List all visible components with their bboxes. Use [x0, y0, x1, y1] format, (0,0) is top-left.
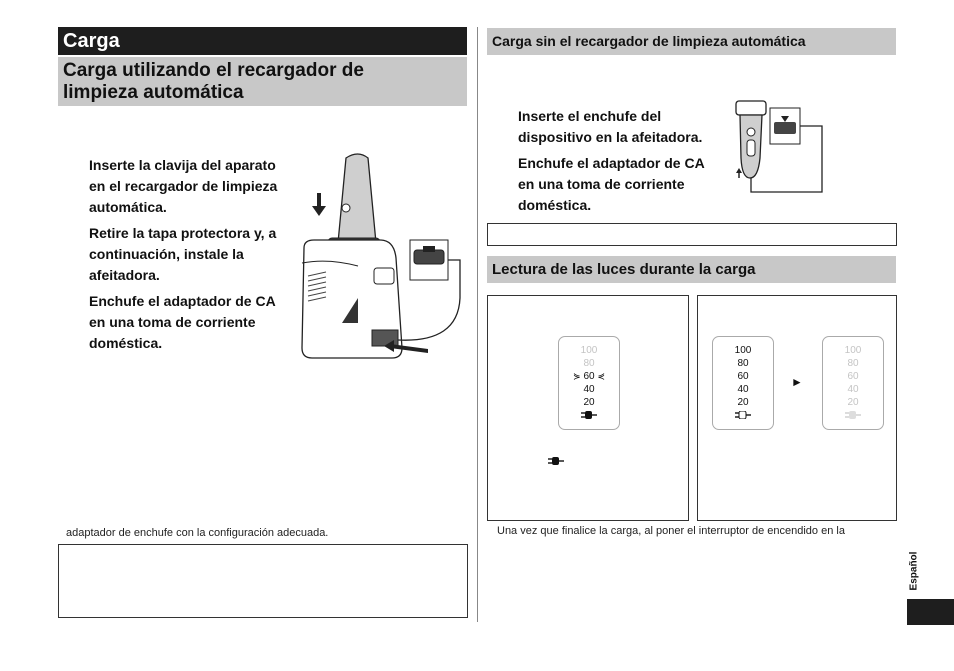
charging-lights-box-2	[697, 295, 897, 521]
section-title-carga	[58, 27, 467, 55]
lamp-20: 20	[847, 397, 859, 408]
lamp-60-blinking	[559, 370, 619, 383]
lamp-40: 40	[583, 384, 595, 395]
step-line: continuación, instale la	[89, 246, 244, 262]
step-line: Inserte la clavija del aparato	[89, 157, 276, 173]
section-title-text: Lectura de las luces durante la carga	[492, 261, 756, 278]
step-3-text	[89, 291, 299, 354]
language-tab	[907, 599, 954, 625]
step-line: doméstica.	[518, 197, 592, 213]
lamp-panel	[558, 336, 620, 430]
cleaning-charger-illustration	[298, 148, 468, 363]
arrow-right-icon: ►	[791, 375, 803, 389]
subsection-title	[58, 57, 467, 106]
step-2-text	[89, 223, 299, 286]
step-line: dispositivo en la afeitadora.	[518, 129, 703, 145]
step-line: Enchufe el adaptador de CA	[89, 293, 276, 309]
step-line: en una toma de corriente	[89, 314, 256, 330]
language-label	[905, 545, 923, 597]
lamp-40: 40	[847, 384, 859, 395]
step-line: en el recargador de limpieza	[89, 178, 278, 194]
lamp-100: 100	[734, 345, 752, 356]
column-divider	[477, 27, 478, 622]
step-line: Enchufe el adaptador de CA	[518, 155, 705, 171]
lamp-100: 100	[580, 345, 598, 356]
lamp-60-label: 60	[583, 371, 595, 382]
step-line: Retire la tapa protectora y, a	[89, 225, 277, 241]
lamp-60: 60	[847, 371, 859, 382]
step-line: afeitadora.	[89, 267, 160, 283]
section-title-sin-recargador	[487, 28, 896, 55]
blink-left-icon: ⋟	[573, 371, 581, 381]
lamp-20: 20	[737, 397, 749, 408]
lamp-panel-off	[822, 336, 884, 430]
left-footnote: adaptador de enchufe con la configuración adecuada.	[66, 527, 329, 539]
subsection-title-line2: limpieza automática	[63, 82, 244, 103]
step-line: doméstica.	[89, 335, 163, 351]
section-title-text: Carga sin el recargador de limpieza automática	[492, 33, 806, 49]
plug-icon	[548, 457, 564, 465]
step-2-text	[518, 153, 728, 216]
lamp-80: 80	[737, 358, 749, 369]
right-notice-box	[487, 223, 897, 246]
charging-lights-box-1	[487, 295, 689, 521]
lamp-80: 80	[583, 358, 595, 369]
left-notice-box	[58, 544, 468, 618]
blink-right-icon: ⋞	[597, 371, 605, 381]
step-1-text	[518, 106, 728, 148]
lamp-80: 80	[847, 358, 859, 369]
step-line: en una toma de corriente	[518, 176, 685, 192]
language-label-text: Español	[908, 551, 920, 591]
section-title-lights	[487, 256, 896, 283]
lamp-20: 20	[583, 397, 595, 408]
right-footnote: Una vez que finalice la carga, al poner el interruptor de encendido en la	[497, 525, 845, 537]
step-list-right	[518, 106, 728, 216]
plug-icon	[845, 411, 861, 419]
step-line: automática.	[89, 199, 167, 215]
plug-icon	[735, 411, 751, 419]
lamp-40: 40	[737, 384, 749, 395]
lamp-100: 100	[844, 345, 862, 356]
step-list-left	[89, 155, 299, 354]
plug-icon	[581, 411, 597, 419]
shaver-cord-illustration	[730, 98, 832, 194]
section-title-text: Carga	[63, 30, 120, 52]
lamp-panel-full	[712, 336, 774, 430]
subsection-title-line1: Carga utilizando el recargador de	[63, 60, 364, 81]
step-line: Inserte el enchufe del	[518, 108, 662, 124]
step-1-text	[89, 155, 299, 218]
lamp-60: 60	[737, 371, 749, 382]
